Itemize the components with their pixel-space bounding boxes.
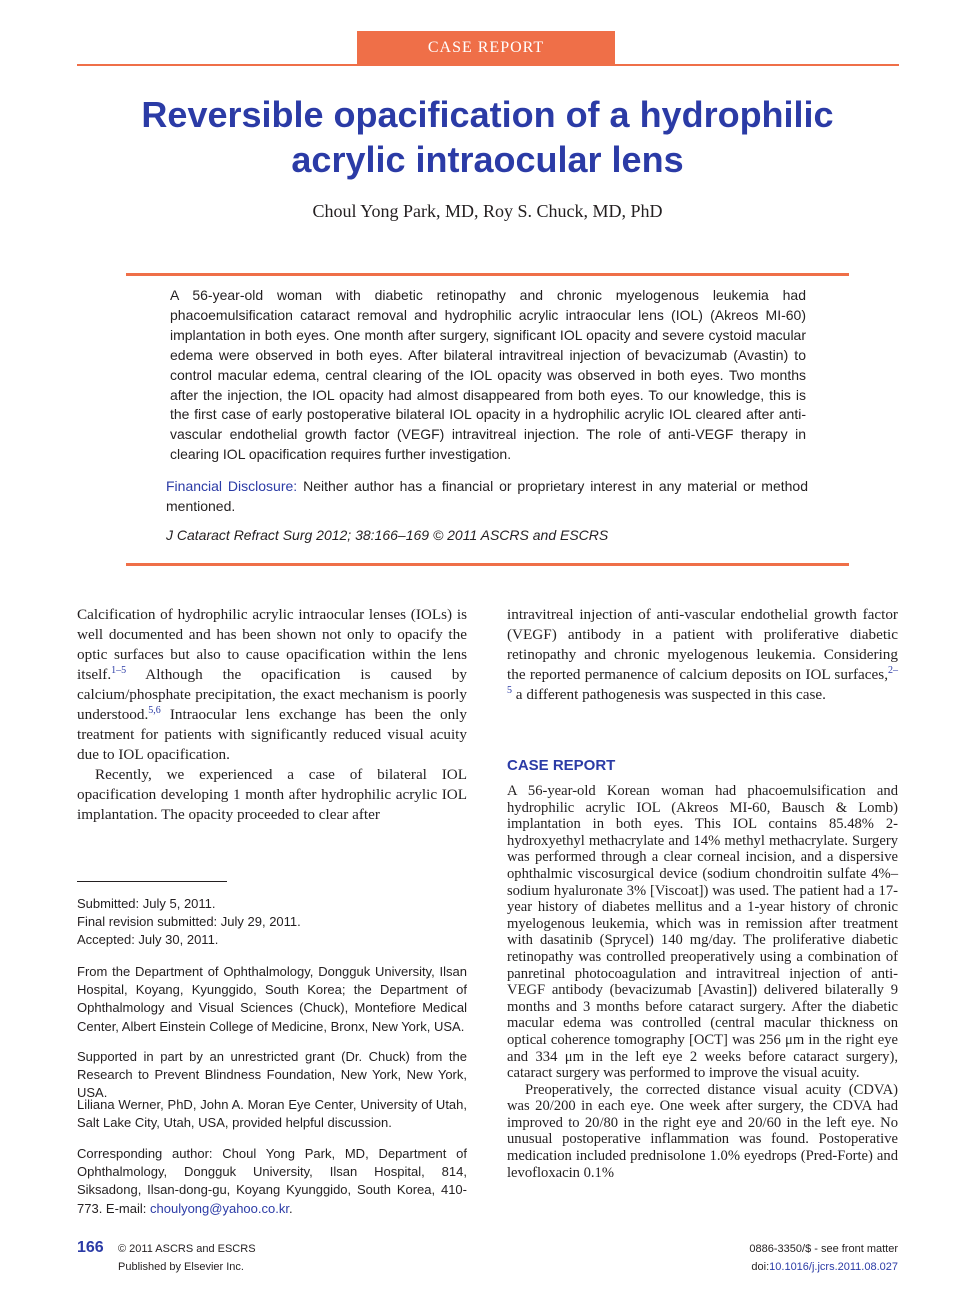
case-paragraph-1: A 56-year-old Korean woman had phacoemulsification and hydrophilic acrylic IOL (Akreos MI-60, Bausch & Lomb) implantation in both eyes. This IOL contains 85.48% 2-hydroxyethyl methacrylate and 14% methyl methacrylate. Surgery was performed through a clear corneal incision, and a dispersive ophthalmic viscosurgical device (sodium chondroitin sulfate 4%–sodium hyaluronate 3% [Viscoat]) was used. The patient had a 17-year history of diabetes mellitus and a 1-year history of chronic myelogenous leukemia, which was in remission after treatment with dasatinib (Sprycel) 140 mg/day. The proliferative diabetic retinopathy was controlled preoperatively using a combination of panretinal photocoagulation and intravitreal injection of anti-VEGF antibody (bevacizumab [Avastin]) delivered bilaterally 9 months and 3 months before cataract surgery. After the diabetic macular edema was controlled (central macular thickness on optical coherence tomography [OCT] was 256 μm in the right eye and 334 μm in the left eye 2 weeks before cataract surgery), cataract surgery was performed to improve the visual acuity. bbox=[507, 783, 898, 1082]
footer-publisher: Published by Elsevier Inc. bbox=[118, 1261, 244, 1273]
case-report-body bbox=[507, 783, 898, 1181]
abstract-text: A 56-year-old woman with diabetic retinopathy and chronic myelogenous leukemia had phacoemulsification cataract removal and hydrophilic acrylic intraocular lens (IOL) (Akreos MI-60) implantation in both eyes. One month after surgery, significant IOL opacity and severe cystoid macular edema were observed in both eyes. After bilateral intravitreal injection of bevacizumab (Avastin) to control macular edema, central clearing of the IOL opacity was observed in both eyes. Two months after the injection, the IOL opacity had almost disappeared from both eyes. To our knowledge, this is the first case of early postoperative bilateral IOL opacity in a hydrophilic acrylic IOL cleared after anti-vascular endothelial growth factor (VEGF) intravitreal injection. The role of anti-VEGF therapy in clearing IOL opacification requires further investigation. bbox=[170, 287, 806, 463]
header-rule bbox=[77, 64, 899, 66]
case-report-heading: CASE REPORT bbox=[507, 757, 616, 774]
support-footnote: Supported in part by an unrestricted grant (Dr. Chuck) from the Research to Prevent Blindness Foundation, New York, New York, USA. bbox=[77, 1049, 467, 1101]
dates-footnote bbox=[77, 895, 467, 950]
case-paragraph-2: Preoperatively, the corrected distance visual acuity (CDVA) was 20/200 in each eye. One week after surgery, the CDVA had improved to 20/80 in the right eye and 20/60 in the left eye. No unusual postoperative inflammation was found. Postoperative medication included prednisolone 1.0% eyedrops (Pred-Forte) and levofloxacin 0.1% bbox=[507, 1081, 898, 1181]
footer-issn: 0886-3350/$ - see front matter bbox=[749, 1243, 898, 1255]
disclosure-label: Financial Disclosure: bbox=[166, 478, 298, 494]
financial-disclosure bbox=[166, 476, 808, 516]
affiliation-footnote: From the Department of Ophthalmology, Dongguk University, Ilsan Hospital, Koyang, Kyunggido, South Korea; the Department of Ophthalmology and Visual Sciences (Chuck), Montefiore Medical Center, Albert Einstein College of Medicine, Bronx, New York, USA. bbox=[77, 964, 467, 1034]
submitted-date: Submitted: July 5, 2011. bbox=[77, 896, 216, 911]
footnote-rule bbox=[77, 881, 227, 882]
intro-paragraph-1: Calcification of hydrophilic acrylic intraocular lenses (IOLs) is well documented and has been shown not only to opacify the optic surfaces but also to cause opacification within the lens itself.$^{1-5}$ Although the opacification is caused by calcium/phosphate precipitation, the exact mechanism is poorly understood.$^{5,6}$ Intraocular lens exchange has been the only treatment for patients with significantly reduced visual acuity due to IOL opacification. bbox=[77, 606, 467, 763]
intro-paragraph-2: Recently, we experienced a case of bilateral IOL opacification developing 1 month after hydrophilic acrylic IOL implantation. The opacity proceeded to clear after bbox=[77, 766, 467, 823]
disclosure-text: Neither author has a financial or proprietary interest in any material or method mentioned. bbox=[166, 478, 808, 514]
article-title: Reversible opacification of a hydrophilic acrylic intraocular lens bbox=[141, 94, 834, 180]
intro-paragraph-3: intravitreal injection of anti-vascular endothelial growth factor (VEGF) antibody in a patient with proliferative diabetic retinopathy and chronic myelogenous leukemia. Considering the reported permanence of calcium deposits on IOL surfaces,$^{2-5}$ a different pathogenesis was suspected in this case. bbox=[507, 606, 898, 703]
accepted-date: Accepted: July 30, 2011. bbox=[77, 932, 219, 948]
journal-citation: J Cataract Refract Surg 2012; 38:166–169 © 2011 ASCRS and ESCRS bbox=[166, 527, 609, 543]
footer-copyright: © 2011 ASCRS and ESCRS bbox=[118, 1243, 256, 1255]
acknowledgment-footnote: Liliana Werner, PhD, John A. Moran Eye Center, University of Utah, Salt Lake City, Utah, USA, provided helpful discussion. bbox=[77, 1097, 467, 1131]
reference-link[interactable]: 1–5 bbox=[111, 664, 127, 676]
correspondence-footnote: Corresponding author: Choul Yong Park, MD, Department of Ophthalmology, Dongguk University, Ilsan Hospital, 814, Siksadong, Ilsan-dong-gu, Koyang Kyunggido, South Korea, 410-773. E-mail: choulyong@yahoo.co.kr. bbox=[77, 1146, 467, 1216]
email-link[interactable]: choulyong@yahoo.co.kr bbox=[150, 1200, 289, 1216]
left-column-body bbox=[77, 605, 467, 825]
footer-doi: doi:10.1016/j.jcrs.2011.08.027 bbox=[751, 1261, 898, 1273]
page-number: 166 bbox=[77, 1239, 104, 1256]
reference-link[interactable]: 5,6 bbox=[148, 704, 161, 716]
abstract-top-rule bbox=[126, 273, 849, 276]
abstract-bottom-rule bbox=[126, 563, 849, 566]
article-authors: Choul Yong Park, MD, Roy S. Chuck, MD, PhD bbox=[312, 201, 663, 221]
reference-link[interactable]: 2–5 bbox=[507, 664, 898, 696]
final-revision-date: Final revision submitted: July 29, 2011. bbox=[77, 914, 301, 930]
doi-link[interactable]: 10.1016/j.jcrs.2011.08.027 bbox=[769, 1261, 898, 1273]
section-label: CASE REPORT bbox=[357, 31, 615, 64]
right-column-intro bbox=[507, 605, 898, 705]
